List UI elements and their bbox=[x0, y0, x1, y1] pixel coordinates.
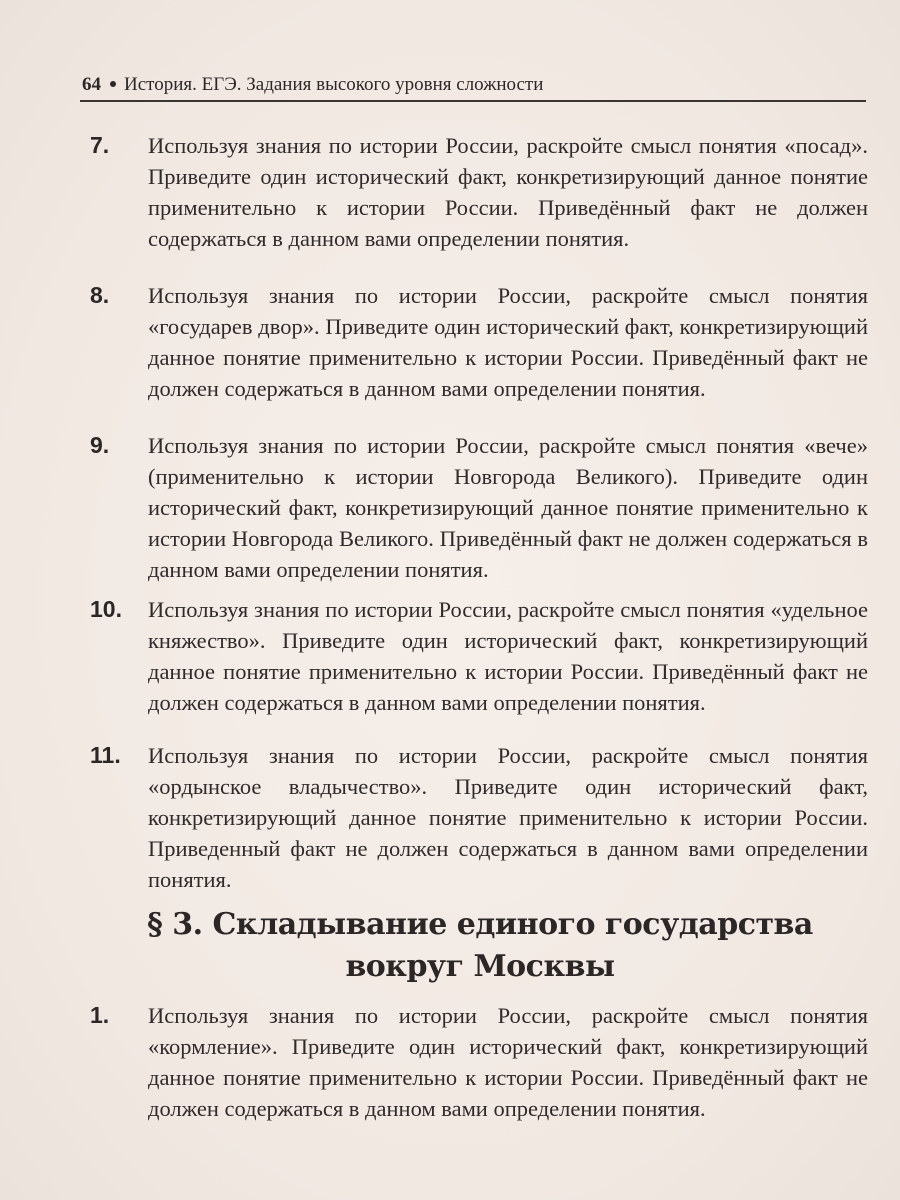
task-text: Используя знания по истории России, раскройте смысл понятия «посад». Приведите один исторический факт, конкретизирующий данное понятие применительно к истории России. Приведённый факт не должен содержаться в данном вами определении понятия. bbox=[148, 133, 868, 251]
task-number: 8. bbox=[90, 282, 110, 308]
running-head bbox=[82, 74, 866, 96]
task-text: Используя знания по истории России, раскройте смысл понятия «кормление». Приведите один исторический факт, конкретизирующий данное понятие применительно к истории России. Приведённый факт не должен содержаться в данном вами определении понятия. bbox=[148, 1003, 868, 1121]
section-heading-line-1: § 3. Складывание единого государства bbox=[147, 907, 813, 942]
section-heading-line-2: вокруг Москвы bbox=[345, 949, 615, 984]
section-heading bbox=[80, 904, 880, 988]
task-number: 1. bbox=[90, 1002, 110, 1028]
task-number: 9. bbox=[90, 432, 110, 458]
task-7 bbox=[90, 130, 868, 254]
page-number: 64 bbox=[82, 74, 101, 95]
section-task-1 bbox=[90, 1000, 868, 1124]
bullet-separator-icon bbox=[110, 81, 116, 87]
task-number: 7. bbox=[90, 132, 110, 158]
task-text: Используя знания по истории России, раскройте смысл понятия «вече» (применительно к истории Новгорода Великого). Приведите один исторический факт, конкретизирующий данное понятие применительно к истории Новгорода Великого. Приведённый факт не должен содержаться в данном вами определении понятия. bbox=[148, 433, 868, 582]
book-title: История. ЕГЭ. Задания высокого уровня сложности bbox=[124, 74, 544, 95]
task-8 bbox=[90, 280, 868, 404]
task-text: Используя знания по истории России, раскройте смысл понятия «государев двор». Приведите один исторический факт, конкретизирующий данное понятие применительно к истории России. Приведённый факт не должен содержаться в данном вами определении понятия. bbox=[148, 283, 868, 401]
task-number: 11. bbox=[90, 742, 121, 768]
task-11 bbox=[90, 740, 868, 895]
task-9 bbox=[90, 430, 868, 585]
task-10 bbox=[90, 594, 868, 718]
task-text: Используя знания по истории России, раскройте смысл понятия «удельное княжество». Приведите один исторический факт, конкретизирующий данное понятие применительно к истории России. Приведённый факт не должен содержаться в данном вами определении понятия. bbox=[148, 597, 868, 715]
task-number: 10. bbox=[90, 596, 122, 622]
task-text: Используя знания по истории России, раскройте смысл понятия «ордынское владычество». Приведите один исторический факт, конкретизирующий данное понятие применительно к истории России. Приведенный факт не должен содержаться в данном вами определении понятия. bbox=[148, 743, 868, 892]
header-rule bbox=[80, 100, 866, 102]
